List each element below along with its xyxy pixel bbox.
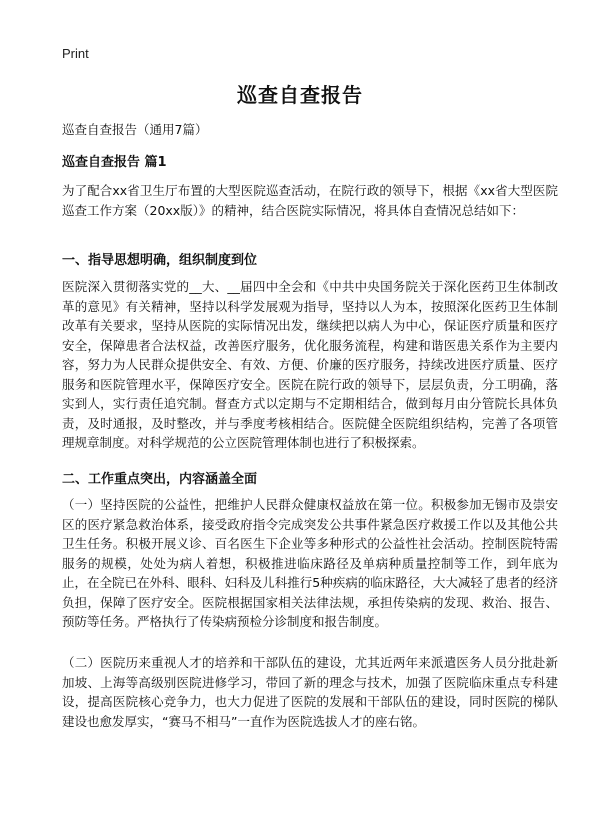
paragraph-public-welfare: （一）坚持医院的公益性，把维护人民群众健康权益放在第一位。积极参加无锡市及崇安区的医疗紧急救治体系，接受政府指令完成突发公共事件紧急医疗救援工作以及其他公共卫生任务。积极开展义诊、百名医生下企业等多种形式的公益性社会活动。控制医院特需服务的规模，处处为病人着想，积极推进临床路径及单病种质量控制等工作，到年底为止，在全院已在外科、眼科、妇科及儿科推行5种疾病的临床路径，大大减轻了患者的经济负担，保障了医疗安全。医院根据国家相关法律法规，承担传染病的发现、救治、报告、预防等任务。严格执行了传染病预检分诊制度和报告制度。 bbox=[62, 497, 558, 629]
intro-paragraph: 为了配合xx省卫生厅布置的大型医院巡查活动，在院行政的领导下，根据《xx省大型医院巡查工作方案（20xx版）》的精神，结合医院实际情况，将具体自查情况总结如下： bbox=[62, 183, 558, 218]
paragraph-guiding-principle: 医院深入贯彻落实党的__大、__届四中全会和《中共中央国务院关于深化医药卫生体制改革的意见》有关精神，坚持以科学发展观为指导，坚持以人为本，按照深化医药卫生体制改革有关要求，坚持从医院的实际情况出发，继续把以病人为中心，保证医疗质量和医疗安全，保障患者合法权益，改善医疗服务，优化服务流程，构建和谐医患关系作为主要内容，努力为人民群众提供安全、有效、方便、价廉的医疗服务，持续改进医疗质量、医疗服务和医院管理水平，保障医疗安全。医院在院行政的领导下，层层负责，分工明确，落实到人，实行责任追究制。督查方式以定期与不定期相结合，做到每月由分管院长具体负责，及时通报，及时整改，并与季度考核相结合。医院健全医院组织结构，完善了各项管理规章制度。对科学规范的公立医院管理体制也进行了积极探索。 bbox=[62, 279, 558, 450]
print-label: Print bbox=[62, 46, 89, 61]
heading-work-focus: 二、工作重点突出，内容涵盖全面 bbox=[62, 472, 258, 487]
paragraph-talent-training: （二）医院历来重视人才的培养和干部队伍的建设，尤其近两年来派遣医务人员分批赴新加坡、上海等高级别医院进修学习，带回了新的理念与技术，加强了医院临床重点专科建设，提高医院核心竞争力，也大力促进了医院的发展和干部队伍的建设，同时医院的梯队建设也愈发厚实，“赛马不相马”一直作为医院选拔人才的座右铭。 bbox=[62, 655, 558, 729]
heading-guiding-principle: 一、指导思想明确，组织制度到位 bbox=[62, 253, 258, 268]
document-title: 巡查自查报告 bbox=[237, 83, 363, 107]
document-subtitle: 巡查自查报告（通用7篇） bbox=[62, 122, 208, 137]
section-title: 巡查自查报告 篇1 bbox=[62, 155, 167, 170]
